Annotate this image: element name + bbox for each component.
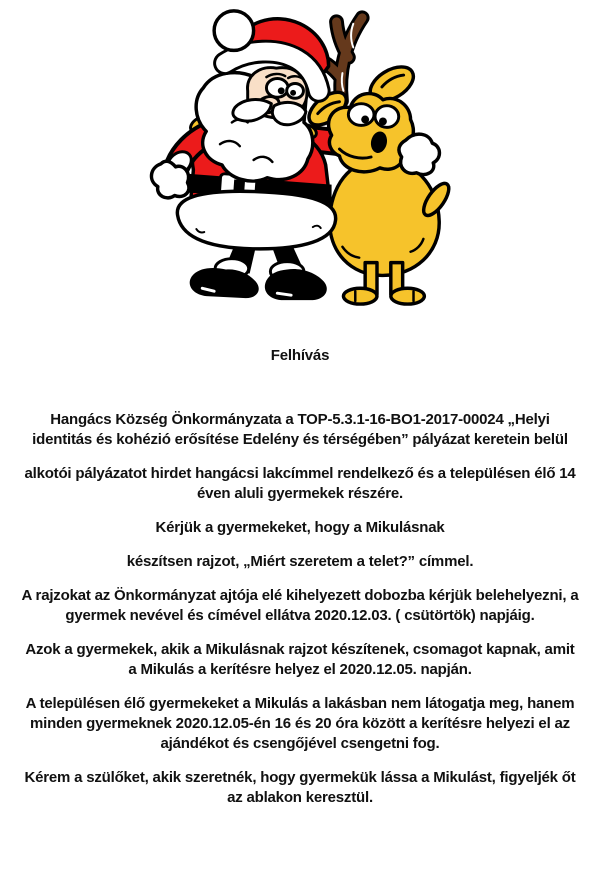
paragraph-1: Hangács Község Önkormányzata a TOP-5.3.1-16-BO1-2017-00024 „Helyi identitás és kohézió erősítése Edelény és térségében” pályázat keretein belül — [32, 411, 568, 448]
santa-and-reindeer-clipart — [135, 4, 465, 310]
paragraph-3: Kérjük a gyermekeket, hogy a Mikulásnak — [155, 519, 445, 536]
santa-mitten-right — [399, 134, 440, 174]
santa-boot-right — [265, 269, 327, 300]
santa-coat-trim — [177, 191, 335, 249]
paragraph-8: Kérem a szülőket, akik szeretnék, hogy gyermekük lássa a Mikulást, figyeljék őt az ablakon keresztül. — [24, 769, 576, 806]
santa-eye-left — [266, 79, 288, 98]
reindeer-eye-left — [348, 104, 374, 126]
reindeer-body — [330, 160, 440, 276]
paragraph-2: alkotói pályázatot hirdet hangácsi lakcímmel rendelkező és a településen élő 14 éven aluli gyermekek részére. — [24, 465, 576, 502]
santa-reindeer-illustration — [0, 0, 600, 312]
paragraph-5: A rajzokat az Önkormányzat ajtója elé kihelyezett dobozba kérjük belehelyezni, a gyermek nevével és címével ellátva 2020.12.03. ( csütörtök) napjáig. — [21, 587, 579, 624]
paragraph-4: készítsen rajzot, „Miért szeretem a telet?” címmel. — [126, 553, 474, 570]
page-title: Felhívás — [270, 347, 330, 364]
paragraph-6: Azok a gyermekek, akik a Mikulásnak rajzot készítenek, csomagot kapnak, amit a Mikulás a kerítésre helyez el 2020.12.05. napján. — [25, 641, 575, 678]
paragraph-7: A településen élő gyermekeket a Mikulás a lakásban nem látogatja meg, hanem minden gyermeknek 2020.12.05-én 16 és 20 óra között a kerítésre helyezi el az ajándékot és csengőjével csengetni fog. — [25, 695, 575, 752]
flyer-text — [0, 346, 600, 808]
reindeer-eye-right — [375, 106, 399, 128]
santa-hat-pompom — [214, 11, 253, 50]
santa-mitten-left — [151, 161, 189, 198]
santa-figure — [151, 11, 335, 300]
